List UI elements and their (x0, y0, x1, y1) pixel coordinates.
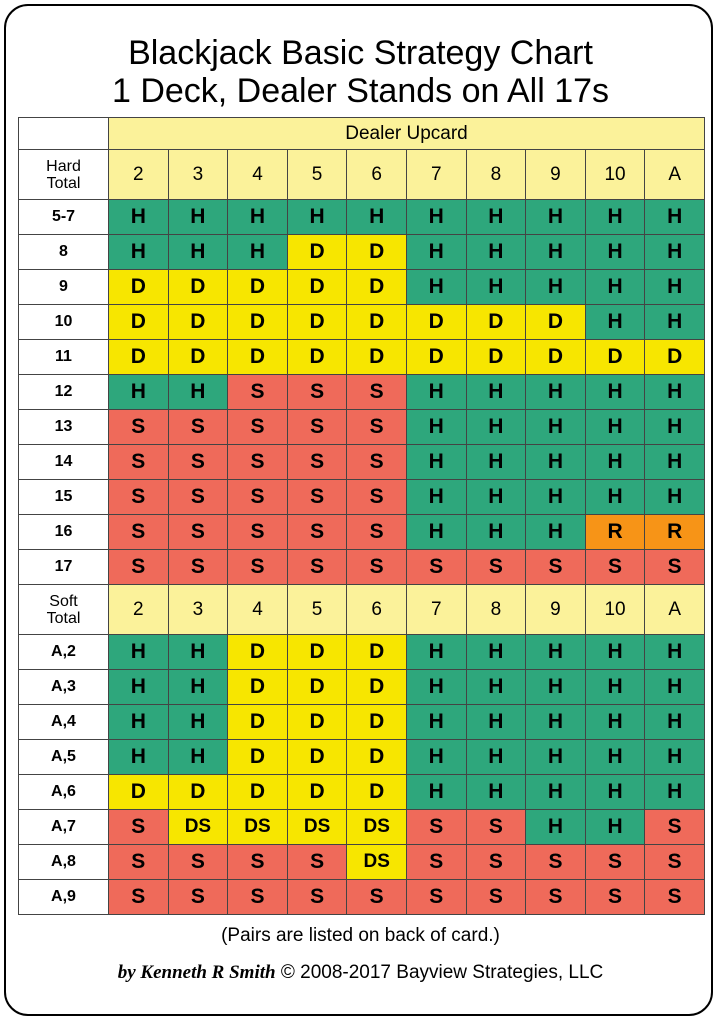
row-label: A,8 (19, 845, 109, 880)
action-cell: D (168, 340, 228, 375)
action-cell: D (526, 340, 586, 375)
hard-row (19, 550, 705, 585)
action-cell: D (406, 340, 466, 375)
action-cell: H (406, 480, 466, 515)
upcard-2: 2 (109, 585, 169, 635)
row-label: 17 (19, 550, 109, 585)
action-cell: H (406, 635, 466, 670)
row-label: 9 (19, 270, 109, 305)
upcard-7: 7 (406, 585, 466, 635)
soft-row (19, 670, 705, 705)
soft-row (19, 810, 705, 845)
action-cell: S (406, 810, 466, 845)
hard-header-row (19, 150, 705, 200)
action-cell: H (466, 740, 526, 775)
action-cell: DS (347, 810, 407, 845)
action-cell: H (645, 270, 705, 305)
action-cell: H (526, 775, 586, 810)
hard-row (19, 340, 705, 375)
action-cell: H (585, 410, 645, 445)
action-cell: H (466, 670, 526, 705)
action-cell: H (287, 200, 347, 235)
action-cell: H (585, 270, 645, 305)
action-cell: S (466, 880, 526, 915)
action-cell: D (347, 775, 407, 810)
action-cell: H (466, 410, 526, 445)
action-cell: DS (168, 810, 228, 845)
action-cell: H (526, 515, 586, 550)
action-cell: S (287, 445, 347, 480)
action-cell: H (526, 810, 586, 845)
hard-row (19, 410, 705, 445)
action-cell: D (228, 775, 288, 810)
action-cell: H (406, 705, 466, 740)
action-cell: H (406, 410, 466, 445)
action-cell: H (406, 515, 466, 550)
upcard-3: 3 (168, 150, 228, 200)
action-cell: H (585, 375, 645, 410)
action-cell: H (645, 375, 705, 410)
corner-cell (19, 118, 109, 150)
action-cell: H (406, 200, 466, 235)
action-cell: H (645, 740, 705, 775)
action-cell: S (109, 550, 169, 585)
action-cell: S (109, 880, 169, 915)
hard-row (19, 515, 705, 550)
action-cell: S (347, 550, 407, 585)
row-label: A,9 (19, 880, 109, 915)
upcard-4: 4 (228, 585, 288, 635)
action-cell: S (168, 480, 228, 515)
row-label: A,6 (19, 775, 109, 810)
action-cell: H (645, 775, 705, 810)
action-cell: H (168, 235, 228, 270)
action-cell: H (645, 445, 705, 480)
action-cell: S (168, 845, 228, 880)
soft-row (19, 740, 705, 775)
row-label: A,5 (19, 740, 109, 775)
upcard-10: 10 (585, 150, 645, 200)
action-cell: H (526, 740, 586, 775)
soft-row (19, 845, 705, 880)
action-cell: S (109, 810, 169, 845)
action-cell: D (287, 305, 347, 340)
action-cell: S (347, 515, 407, 550)
action-cell: S (287, 550, 347, 585)
action-cell: D (585, 340, 645, 375)
action-cell: H (228, 200, 288, 235)
action-cell: S (109, 410, 169, 445)
action-cell: D (228, 340, 288, 375)
action-cell: D (287, 270, 347, 305)
action-cell: H (645, 635, 705, 670)
hard-row (19, 375, 705, 410)
action-cell: S (466, 550, 526, 585)
strategy-table (18, 117, 705, 915)
soft-row (19, 635, 705, 670)
action-cell: H (585, 635, 645, 670)
action-cell: H (228, 235, 288, 270)
action-cell: S (585, 845, 645, 880)
pairs-note: (Pairs are listed on back of card.) (221, 925, 500, 946)
action-cell: H (406, 775, 466, 810)
action-cell: H (466, 775, 526, 810)
action-cell: S (406, 880, 466, 915)
action-cell: S (645, 880, 705, 915)
action-cell: D (168, 775, 228, 810)
action-cell: S (228, 880, 288, 915)
action-cell: H (526, 705, 586, 740)
action-cell: S (168, 880, 228, 915)
hard-row (19, 480, 705, 515)
action-cell: DS (228, 810, 288, 845)
upcard-6: 6 (347, 150, 407, 200)
dealer-upcard-row (19, 118, 705, 150)
upcard-2: 2 (109, 150, 169, 200)
action-cell: D (347, 270, 407, 305)
action-cell: S (347, 410, 407, 445)
action-cell: D (287, 705, 347, 740)
action-cell: H (168, 200, 228, 235)
action-cell: S (645, 810, 705, 845)
action-cell: H (645, 480, 705, 515)
action-cell: S (109, 480, 169, 515)
action-cell: H (347, 200, 407, 235)
upcard-8: 8 (466, 150, 526, 200)
row-label: 8 (19, 235, 109, 270)
action-cell: D (287, 340, 347, 375)
action-cell: S (526, 880, 586, 915)
action-cell: S (228, 480, 288, 515)
footer-credit (0, 962, 721, 984)
row-label: 12 (19, 375, 109, 410)
action-cell: D (347, 340, 407, 375)
action-cell: S (168, 410, 228, 445)
row-label: A,3 (19, 670, 109, 705)
action-cell: S (347, 880, 407, 915)
action-cell: R (645, 515, 705, 550)
action-cell: S (347, 480, 407, 515)
action-cell: D (287, 235, 347, 270)
action-cell: H (585, 235, 645, 270)
action-cell: H (466, 635, 526, 670)
action-cell: H (466, 515, 526, 550)
action-cell: H (585, 705, 645, 740)
action-cell: D (347, 235, 407, 270)
upcard-5: 5 (287, 150, 347, 200)
action-cell: D (347, 670, 407, 705)
action-cell: D (168, 270, 228, 305)
action-cell: H (526, 270, 586, 305)
action-cell: S (109, 445, 169, 480)
action-cell: H (109, 705, 169, 740)
action-cell: S (287, 375, 347, 410)
action-cell: H (109, 670, 169, 705)
action-cell: H (466, 200, 526, 235)
action-cell: H (645, 705, 705, 740)
upcard-A: A (645, 585, 705, 635)
action-cell: S (466, 810, 526, 845)
action-cell: H (585, 305, 645, 340)
action-cell: S (228, 515, 288, 550)
action-cell: D (109, 775, 169, 810)
upcard-3: 3 (168, 585, 228, 635)
action-cell: H (585, 740, 645, 775)
action-cell: H (168, 740, 228, 775)
action-cell: H (645, 410, 705, 445)
action-cell: DS (347, 845, 407, 880)
action-cell: D (287, 635, 347, 670)
action-cell: S (287, 515, 347, 550)
action-cell: H (109, 375, 169, 410)
action-cell: H (585, 480, 645, 515)
action-cell: H (526, 375, 586, 410)
row-label: 11 (19, 340, 109, 375)
action-cell: H (585, 810, 645, 845)
action-cell: D (406, 305, 466, 340)
action-cell: D (347, 740, 407, 775)
action-cell: S (526, 845, 586, 880)
dealer-upcard-header: Dealer Upcard (109, 118, 705, 150)
action-cell: S (228, 845, 288, 880)
hard-row (19, 270, 705, 305)
action-cell: D (347, 635, 407, 670)
upcard-4: 4 (228, 150, 288, 200)
action-cell: H (466, 375, 526, 410)
action-cell: S (406, 550, 466, 585)
action-cell: S (347, 375, 407, 410)
action-cell: S (645, 550, 705, 585)
action-cell: H (109, 740, 169, 775)
hard-row (19, 235, 705, 270)
hard-row (19, 305, 705, 340)
action-cell: S (109, 845, 169, 880)
action-cell: S (109, 515, 169, 550)
action-cell: H (585, 445, 645, 480)
action-cell: H (645, 670, 705, 705)
row-label: A,2 (19, 635, 109, 670)
action-cell: S (287, 880, 347, 915)
action-cell: D (287, 670, 347, 705)
action-cell: S (347, 445, 407, 480)
action-cell: D (287, 740, 347, 775)
upcard-6: 6 (347, 585, 407, 635)
action-cell: S (287, 845, 347, 880)
soft-header-row (19, 585, 705, 635)
action-cell: S (287, 410, 347, 445)
action-cell: H (526, 635, 586, 670)
action-cell: S (287, 480, 347, 515)
upcard-8: 8 (466, 585, 526, 635)
action-cell: S (645, 845, 705, 880)
action-cell: H (406, 235, 466, 270)
soft-row (19, 775, 705, 810)
upcard-7: 7 (406, 150, 466, 200)
row-label: 16 (19, 515, 109, 550)
action-cell: D (109, 305, 169, 340)
action-cell: D (228, 670, 288, 705)
action-cell: D (168, 305, 228, 340)
action-cell: H (168, 670, 228, 705)
action-cell: S (168, 445, 228, 480)
action-cell: H (585, 200, 645, 235)
action-cell: D (526, 305, 586, 340)
action-cell: H (526, 480, 586, 515)
action-cell: S (526, 550, 586, 585)
action-cell: H (168, 635, 228, 670)
action-cell: H (585, 670, 645, 705)
action-cell: H (109, 235, 169, 270)
action-cell: H (466, 445, 526, 480)
action-cell: R (585, 515, 645, 550)
action-cell: H (526, 235, 586, 270)
action-cell: D (347, 305, 407, 340)
action-cell: D (228, 705, 288, 740)
hard-row (19, 200, 705, 235)
action-cell: D (228, 635, 288, 670)
action-cell: D (109, 340, 169, 375)
chart-subtitle: 1 Deck, Dealer Stands on All 17s (111, 72, 610, 110)
row-label: 5-7 (19, 200, 109, 235)
action-cell: D (228, 740, 288, 775)
action-cell: D (645, 340, 705, 375)
action-cell: H (526, 670, 586, 705)
action-cell: H (109, 200, 169, 235)
action-cell: D (287, 775, 347, 810)
row-label: 15 (19, 480, 109, 515)
soft-row (19, 880, 705, 915)
soft-row (19, 705, 705, 740)
upcard-A: A (645, 150, 705, 200)
row-label: 13 (19, 410, 109, 445)
action-cell: S (228, 375, 288, 410)
action-cell: H (526, 200, 586, 235)
row-label: 14 (19, 445, 109, 480)
author-name: by Kenneth R Smith (117, 962, 276, 983)
hard-section-label: Hard Total (19, 150, 109, 200)
action-cell: H (168, 705, 228, 740)
upcard-9: 9 (526, 150, 586, 200)
action-cell: S (466, 845, 526, 880)
action-cell: H (466, 270, 526, 305)
action-cell: S (406, 845, 466, 880)
action-cell: H (406, 270, 466, 305)
action-cell: H (406, 445, 466, 480)
action-cell: H (526, 445, 586, 480)
chart-title: Blackjack Basic Strategy Chart (128, 34, 593, 72)
action-cell: DS (287, 810, 347, 845)
action-cell: H (406, 670, 466, 705)
action-cell: H (645, 200, 705, 235)
action-cell: S (228, 410, 288, 445)
action-cell: H (645, 235, 705, 270)
action-cell: H (585, 775, 645, 810)
action-cell: S (228, 445, 288, 480)
action-cell: H (466, 705, 526, 740)
upcard-5: 5 (287, 585, 347, 635)
action-cell: D (347, 705, 407, 740)
upcard-9: 9 (526, 585, 586, 635)
action-cell: S (168, 550, 228, 585)
action-cell: H (406, 740, 466, 775)
action-cell: D (228, 305, 288, 340)
action-cell: H (168, 375, 228, 410)
action-cell: S (585, 550, 645, 585)
action-cell: D (466, 340, 526, 375)
action-cell: S (585, 880, 645, 915)
action-cell: H (645, 305, 705, 340)
action-cell: H (466, 235, 526, 270)
upcard-10: 10 (585, 585, 645, 635)
row-label: 10 (19, 305, 109, 340)
hard-row (19, 445, 705, 480)
action-cell: H (109, 635, 169, 670)
action-cell: D (228, 270, 288, 305)
action-cell: D (109, 270, 169, 305)
action-cell: D (466, 305, 526, 340)
soft-section-label: Soft Total (19, 585, 109, 635)
copyright-text: © 2008-2017 Bayview Strategies, LLC (280, 962, 604, 983)
action-cell: S (228, 550, 288, 585)
action-cell: H (466, 480, 526, 515)
row-label: A,4 (19, 705, 109, 740)
row-label: A,7 (19, 810, 109, 845)
action-cell: S (168, 515, 228, 550)
action-cell: H (406, 375, 466, 410)
action-cell: H (526, 410, 586, 445)
